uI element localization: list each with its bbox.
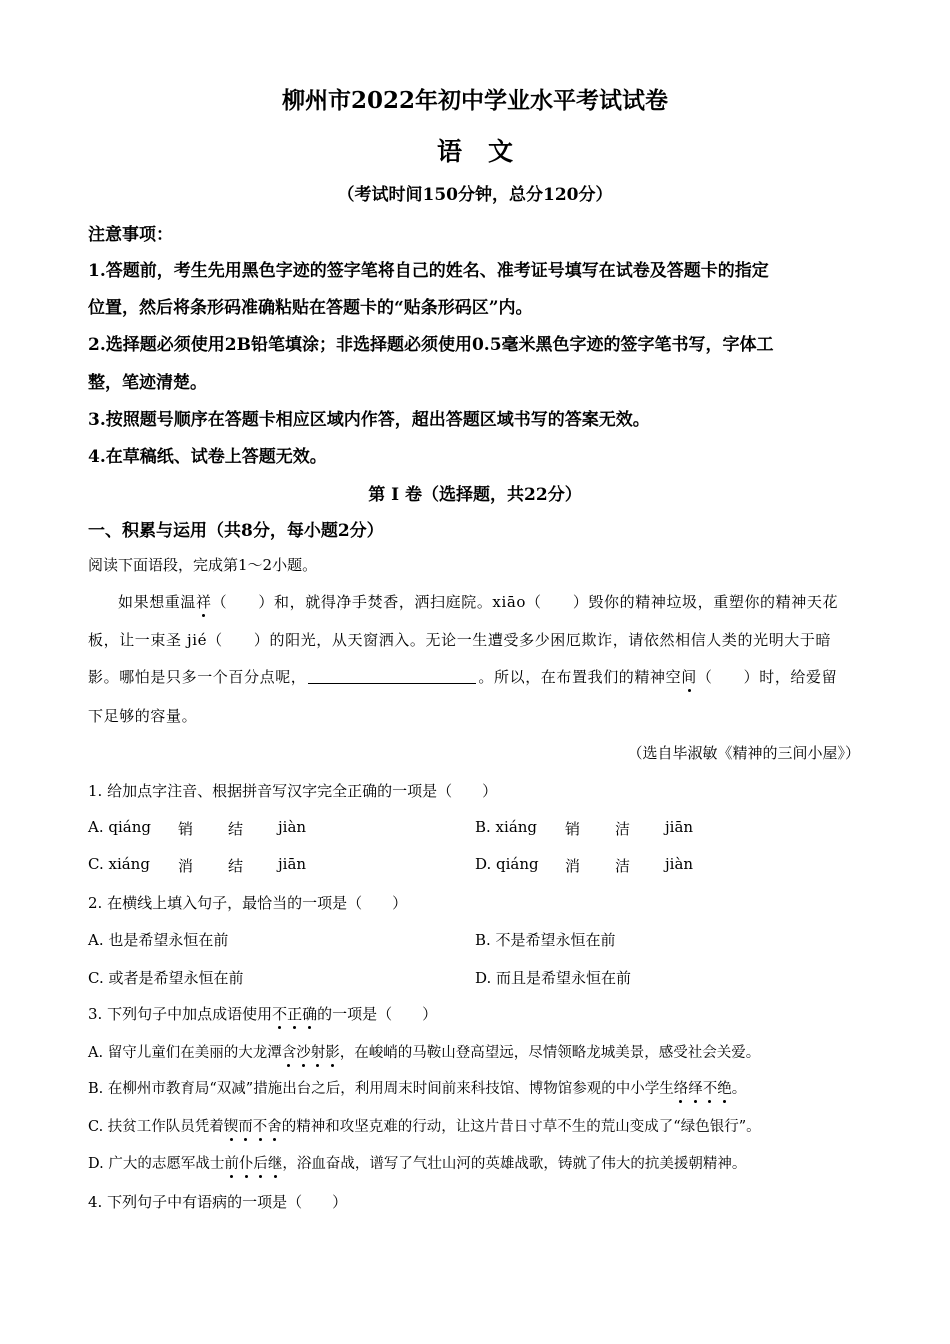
passage-line-1 xyxy=(118,591,838,612)
option-char: 消 xyxy=(565,857,581,875)
option-char: 结 xyxy=(228,820,244,838)
q1-option-b xyxy=(475,818,855,840)
option-char: 销 xyxy=(178,820,194,838)
q3-option-d xyxy=(88,1152,746,1173)
fill-blank-line xyxy=(308,683,476,684)
passage-text: （ ）时，给爱留 xyxy=(696,668,838,686)
option-char: 洁 xyxy=(615,820,631,838)
dotted-char: 不 xyxy=(272,1005,288,1023)
dotted-char: 络 xyxy=(674,1077,689,1098)
notice-item-2-line-2: 整，笔迹清楚。 xyxy=(88,373,207,393)
stem-text: 的一项是（ ） xyxy=(317,1005,438,1023)
passage-source: （选自毕淑敏《精神的三间小屋》） xyxy=(627,744,860,762)
dotted-char: 仆 xyxy=(239,1152,254,1173)
passage-line-4: 下足够的容量。 xyxy=(88,707,198,725)
passage-text: （ ）和，就得净手焚香，洒扫庭院。xiāo（ ）毁你的精神垃圾，重塑你的精神天花 xyxy=(211,593,839,611)
question-2-stem: 2. 在横线上填入句子，最恰当的一项是（ ） xyxy=(88,894,408,912)
question-3-stem xyxy=(88,1003,437,1024)
dotted-char: 沙 xyxy=(296,1041,311,1062)
option-text: A. 留守儿童们在美丽的大龙潭 xyxy=(88,1045,282,1061)
dotted-char: 前 xyxy=(224,1152,239,1173)
q2-option-d: D. 而且是希望永恒在前 xyxy=(475,969,632,987)
dotted-phrase xyxy=(272,1005,317,1023)
option-pinyin: C. xiáng xyxy=(88,855,150,873)
dotted-char: 祥 xyxy=(196,593,212,611)
dotted-char: 继 xyxy=(268,1152,283,1173)
notice-item-1-line-1: 1.答题前，考生先用黑色字迹的签字笔将自己的姓名、准考证号填写在试卷及答题卡的指定 xyxy=(88,261,769,281)
option-text: D. 广大的志愿军战士 xyxy=(88,1156,225,1172)
option-text: 的精神和攻坚克难的行动，让这片昔日寸草不生的荒山变成了“绿色银行”。 xyxy=(281,1119,761,1135)
option-text: B. 在柳州市教育局“双减”措施出台之后，利用周末时间前来科技馆、博物馆参观的中小学生 xyxy=(88,1081,674,1097)
dotted-char: 而 xyxy=(238,1115,253,1136)
question-1-stem: 1. 给加点字注音、根据拼音写汉字完全正确的一项是（ ） xyxy=(88,782,498,800)
option-pinyin: jiàn xyxy=(278,818,307,836)
option-pinyin: jiān xyxy=(665,818,694,836)
notice-item-2-line-1: 2.选择题必须使用2B铅笔填涂；非选择题必须使用0.5毫米黑色字迹的签字笔书写，字体工 xyxy=(88,335,774,355)
dotted-char: 间 xyxy=(681,668,697,686)
q1-option-d xyxy=(475,855,855,877)
dotted-char: 绎 xyxy=(688,1077,703,1098)
option-pinyin: jiān xyxy=(278,855,307,873)
option-text: ，浴血奋战，谱写了气壮山河的英雄战歌，铸就了伟大的抗美援朝精神。 xyxy=(282,1156,747,1172)
dotted-char: 不 xyxy=(703,1077,718,1098)
dotted-char: 不 xyxy=(253,1115,268,1136)
stem-text: 3. 下列句子中加点成语使用 xyxy=(88,1005,273,1023)
dotted-text xyxy=(272,1005,317,1023)
q3-option-a xyxy=(88,1041,760,1062)
dotted-char: 锲 xyxy=(224,1115,239,1136)
option-char: 洁 xyxy=(615,857,631,875)
option-char: 销 xyxy=(565,820,581,838)
passage-text: 影。哪怕是只多一个百分点呢， xyxy=(88,668,307,686)
q2-option-b: B. 不是希望永恒在前 xyxy=(475,931,616,949)
dotted-idiom xyxy=(224,1156,282,1172)
notice-item-3: 3.按照题号顺序在答题卡相应区域内作答，超出答题区域书写的答案无效。 xyxy=(88,410,650,430)
dotted-idiom xyxy=(282,1045,340,1061)
dotted-idiom xyxy=(674,1081,732,1097)
option-pinyin: B. xiáng xyxy=(475,818,538,836)
notice-heading: 注意事项： xyxy=(88,225,173,245)
option-text: 。 xyxy=(731,1081,747,1097)
dotted-char: 舍 xyxy=(267,1115,282,1136)
dotted-char: 影 xyxy=(325,1041,340,1062)
dotted-char: 正 xyxy=(287,1005,303,1023)
notice-item-4: 4.在草稿纸、试卷上答题无效。 xyxy=(88,447,327,467)
section-1-title: 一、积累与运用（共8分，每小题2分） xyxy=(88,521,384,541)
dotted-char: 确 xyxy=(302,1005,318,1023)
q3-option-b xyxy=(88,1077,746,1098)
exam-title: 柳州市2022年初中学业水平考试试卷 xyxy=(281,87,668,114)
dotted-char: 含 xyxy=(282,1041,297,1062)
dotted-char: 后 xyxy=(253,1152,268,1173)
question-4-stem: 4. 下列句子中有语病的一项是（ ） xyxy=(88,1193,348,1211)
passage-text: 如果想重温 xyxy=(118,593,197,611)
q1-option-c xyxy=(88,855,468,877)
exam-time-info: （考试时间150分钟，总分120分） xyxy=(337,185,613,205)
q2-option-a: A. 也是希望永恒在前 xyxy=(88,931,229,949)
passage-text: 。所以，在布置我们的精神空 xyxy=(478,668,682,686)
reading-instruction: 阅读下面语段，完成第1～2小题。 xyxy=(88,556,318,574)
option-char: 结 xyxy=(228,857,244,875)
subject-title: 语文 xyxy=(436,137,539,166)
q1-option-a xyxy=(88,818,468,840)
option-char: 消 xyxy=(178,857,194,875)
q2-option-c: C. 或者是希望永恒在前 xyxy=(88,969,244,987)
dotted-char: 射 xyxy=(311,1041,326,1062)
option-text: C. 扶贫工作队员凭着 xyxy=(88,1119,224,1135)
part-1-title: 第 Ⅰ 卷（选择题，共22分） xyxy=(368,485,582,505)
option-pinyin: jiàn xyxy=(665,855,694,873)
dotted-char: 绝 xyxy=(717,1077,732,1098)
dotted-idiom xyxy=(224,1119,282,1135)
option-pinyin: D. qiáng xyxy=(475,855,539,873)
notice-item-1-line-2: 位置，然后将条形码准确粘贴在答题卡的“贴条形码区”内。 xyxy=(88,298,533,318)
q3-option-c xyxy=(88,1115,761,1136)
option-text: ，在峻峭的马鞍山登高望远，尽情领略龙城美景，感受社会关爱。 xyxy=(339,1045,761,1061)
passage-line-3 xyxy=(88,666,837,687)
passage-line-2: 板，让一束圣 jié（ ）的阳光，从天窗洒入。无论一生遭受多少困厄欺诈，请依然相信人类的光明大于暗 xyxy=(88,631,832,649)
option-pinyin: A. qiáng xyxy=(88,818,151,836)
